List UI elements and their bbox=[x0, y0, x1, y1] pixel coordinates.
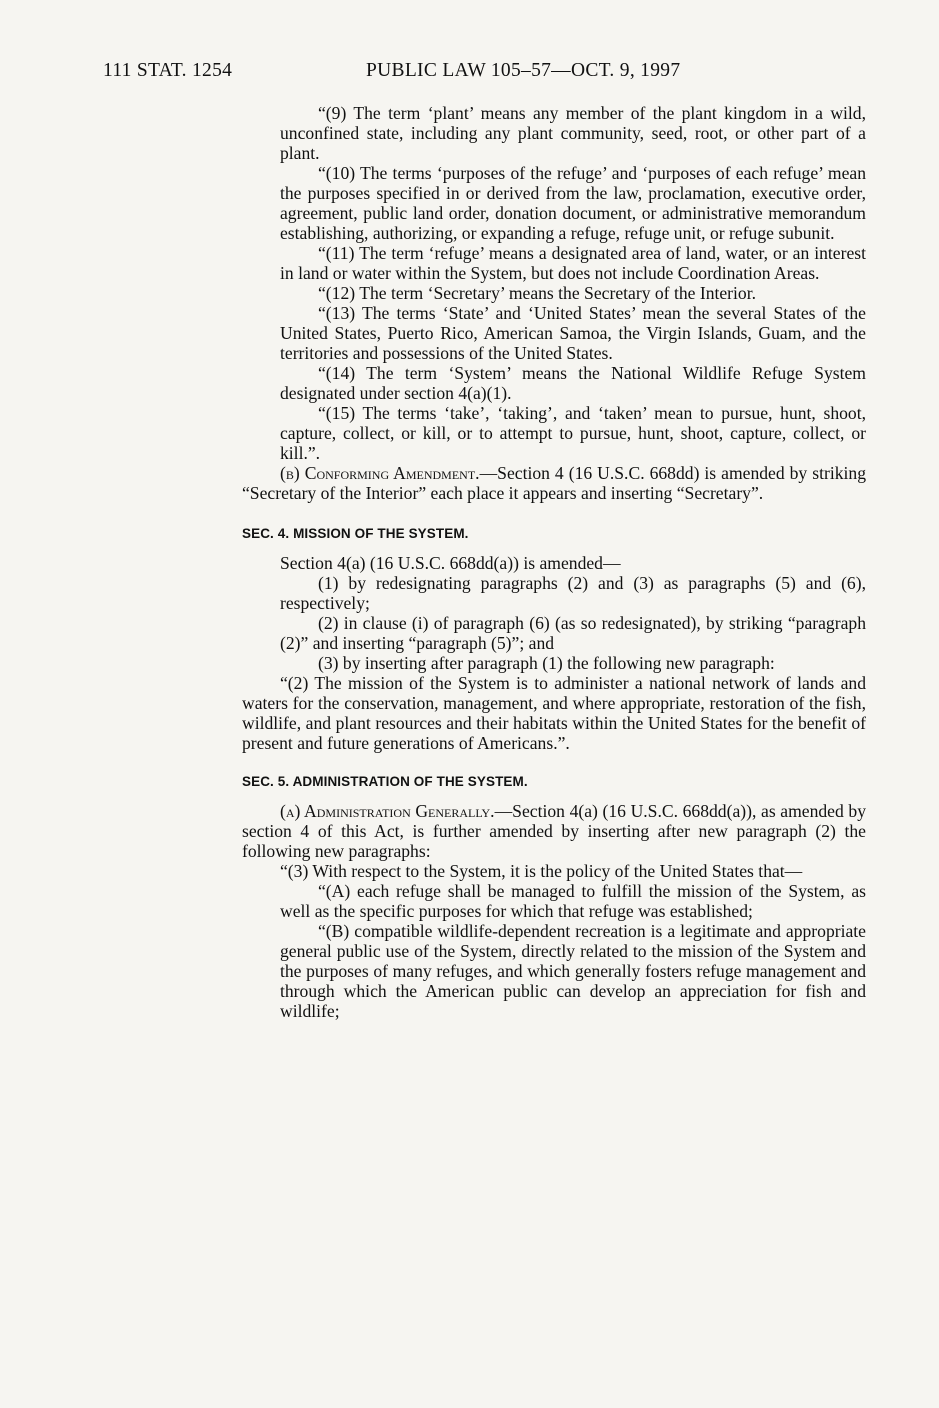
definition-paragraph-14: “(14) The term ‘System’ means the National Wildlife Refuge System designated under section 4(a)(1). bbox=[280, 363, 866, 403]
section-4-item-3: (3) by inserting after paragraph (1) the following new paragraph: bbox=[318, 653, 775, 673]
conforming-amendment-label: (b) Conforming Amendment. bbox=[280, 463, 480, 483]
section-4-quoted-paragraph: “(2) The mission of the System is to administer a national network of lands and waters for the conservation, management, and where appropriate, restoration of the fish, wildlife, and plant resources and their habitats within the United States for the benefit of present and future generations of Americans.”. bbox=[242, 673, 866, 753]
section-4-heading: SEC. 4. MISSION OF THE SYSTEM. bbox=[242, 526, 469, 541]
section-4-item-1: (1) by redesignating paragraphs (2) and (3) as paragraphs (5) and (6), respectively; bbox=[280, 573, 866, 613]
public-law-citation: PUBLIC LAW 105–57—OCT. 9, 1997 bbox=[366, 60, 681, 81]
conforming-amendment-text: —Section 4 (16 U.S.C. 668dd) is amended by striking “Secretary of the Interior” each place it appears and inserting “Secretary”. bbox=[242, 463, 866, 503]
document-body bbox=[242, 103, 866, 1021]
section-5-subparagraph-A: “(A) each refuge shall be managed to fulfill the mission of the System, as well as the specific purposes for which that refuge was established; bbox=[280, 881, 866, 921]
section-5-subsection-a bbox=[242, 801, 866, 861]
administration-generally-text: —Section 4(a) (16 U.S.C. 668dd(a)), as amended by section 4 of this Act, is further amended by inserting after new paragraph (2) the following new paragraphs: bbox=[242, 801, 866, 861]
definition-paragraph-13: “(13) The terms ‘State’ and ‘United States’ mean the several States of the United States, Puerto Rico, American Samoa, the Virgin Islands, Guam, and the territories and possessions of the United States. bbox=[280, 303, 866, 363]
definition-paragraph-11: “(11) The term ‘refuge’ means a designated area of land, water, or an interest in land or water within the System, but does not include Coordination Areas. bbox=[280, 243, 866, 283]
definition-paragraph-12: “(12) The term ‘Secretary’ means the Secretary of the Interior. bbox=[318, 283, 757, 303]
section-5-subparagraph-B: “(B) compatible wildlife-dependent recreation is a legitimate and appropriate general public use of the System, directly related to the mission of the System and the purposes of many refuges, and which generally fosters refuge management and through which the American public can develop an appreciation for fish and wildlife; bbox=[280, 921, 866, 1021]
definition-paragraph-10: “(10) The terms ‘purposes of the refuge’ and ‘purposes of each refuge’ mean the purposes specified in or derived from the law, proclamation, executive order, agreement, public land order, donation document, or administrative memorandum establishing, authorizing, or expanding a refuge, refuge unit, or refuge subunit. bbox=[280, 163, 866, 243]
section-5-paragraph-3: “(3) With respect to the System, it is the policy of the United States that— bbox=[280, 861, 803, 881]
statute-page-number: 111 STAT. 1254 bbox=[103, 60, 233, 81]
definition-paragraph-9: “(9) The term ‘plant’ means any member of the plant kingdom in a wild, unconfined state, including any plant community, seed, root, or other part of a plant. bbox=[280, 103, 866, 163]
section-5-heading: SEC. 5. ADMINISTRATION OF THE SYSTEM. bbox=[242, 774, 528, 789]
conforming-amendment-paragraph bbox=[242, 463, 866, 503]
administration-generally-label: (a) Administration Generally. bbox=[280, 801, 495, 821]
definition-paragraph-15: “(15) The terms ‘take’, ‘taking’, and ‘taken’ mean to pursue, hunt, shoot, capture, collect, or kill, or to attempt to pursue, hunt, shoot, capture, collect, or kill.”. bbox=[280, 403, 866, 463]
section-4-item-2: (2) in clause (i) of paragraph (6) (as so redesignated), by striking “paragraph (2)” and inserting “paragraph (5)”; and bbox=[280, 613, 866, 653]
section-4-intro: Section 4(a) (16 U.S.C. 668dd(a)) is amended— bbox=[280, 553, 621, 573]
